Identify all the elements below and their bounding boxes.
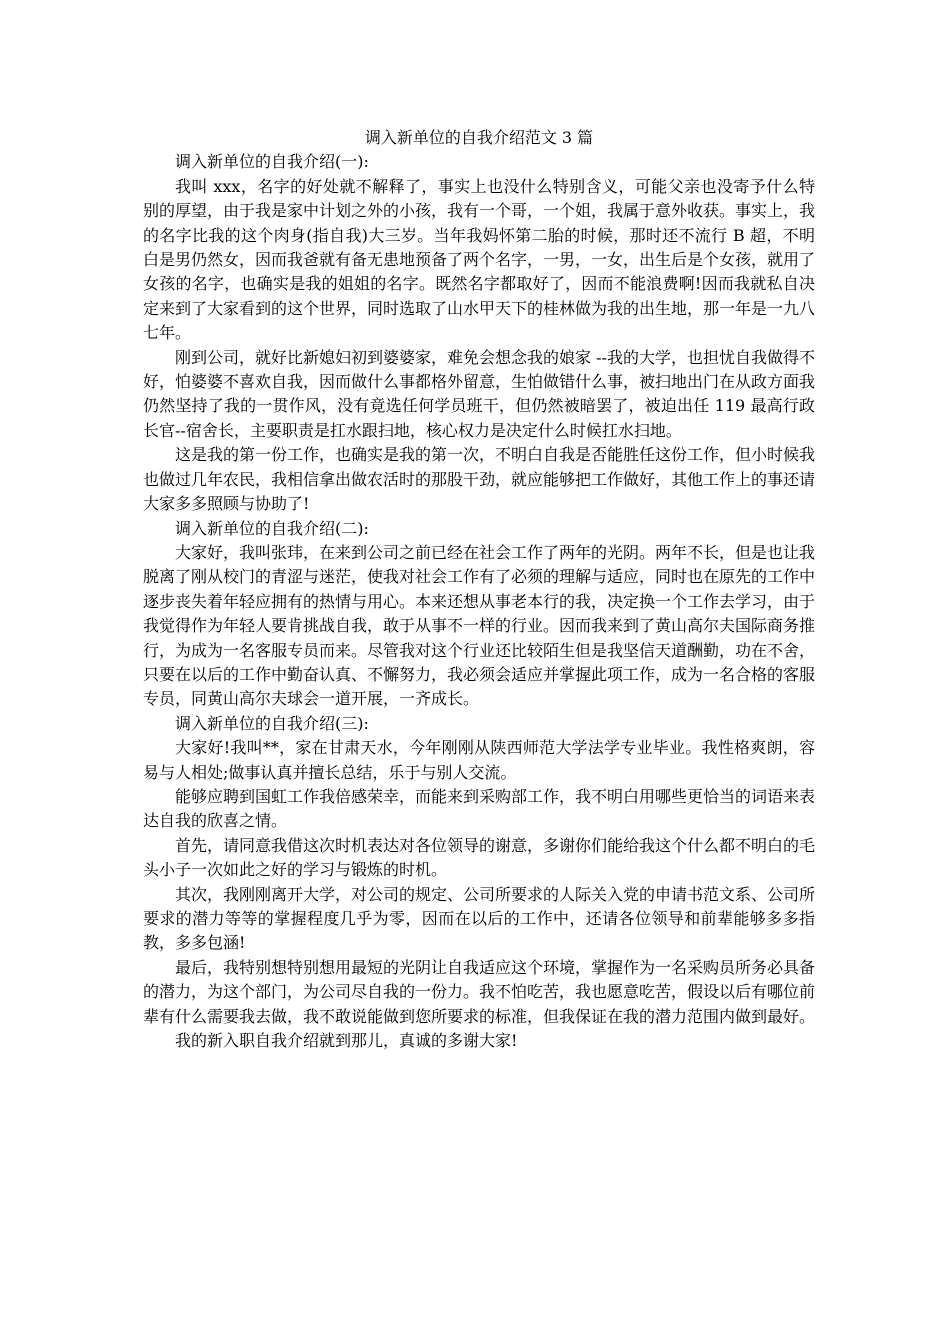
section-1 xyxy=(143,150,815,516)
document-title: 调入新单位的自我介绍范文 3 篇 xyxy=(364,128,594,147)
section-heading: 调入新单位的自我介绍(一): xyxy=(175,152,369,172)
paragraph: 刚到公司，就好比新媳妇初到婆婆家，难免会想念我的娘家 --我的大学，也担忧自我做得不好，怕婆婆不喜欢自我，因而做什么事都格外留意，生怕做错什么事，被扫地出门在从政方面我仍然坚持了我的一贯作风，没有竟选任何学员班干，但仍然被暗罢了，被迫出任 119 最高行政长官--宿舍长，主要职责是扛水跟扫地，核心权力是决定什么时候扛水扫地。 xyxy=(143,347,816,440)
paragraph: 我叫 xxx，名字的好处就不解释了，事实上也没什么特别含义，可能父亲也没寄予什么特别的厚望，由于我是家中计划之外的小孩，我有一个哥，一个姐，我属于意外收获。事实上，我的名字比我的这个肉身(指自我)大三岁。当年我妈怀第二胎的时候，那时还不流行 B 超，不明白是男仍然女，因而我爸就有备无患地预备了两个名字，一男，一女，出生后是个女孩，就用了女孩的名字，也确实是我的姐姐的名字。既然名字都取好了，因而不能浪费啊!因而我就私自决定来到了大家看到的这个世界，同时选取了山水甲天下的桂林做为我的出生地，那一年是一九八七年。 xyxy=(143,176,816,343)
paragraph: 能够应聘到国虹工作我倍感荣幸，而能来到采购部工作，我不明白用哪些更恰当的词语来表达自我的欣喜之情。 xyxy=(143,786,816,831)
paragraph: 这是我的第一份工作，也确实是我的第一次，不明白自我是否能胜任这份工作，但小时候我也做过几年农民，我相信拿出做农活时的那股干劲，就应能够把工作做好，其他工作上的事还请大家多多照顾与协助了! xyxy=(143,445,816,514)
paragraph: 大家好，我叫张玮，在来到公司之前已经在社会工作了两年的光阴。两年不长，但是也让我脱离了刚从校门的青涩与迷茫，使我对社会工作有了必须的理解与适应，同时也在原先的工作中逐步丧失着年轻应拥有的热情与用心。本来还想从事老本行的我，决定换一个工作去学习，由于我觉得作为年轻人要肯挑战自我，敢于从事不一样的行业。因而我来到了黄山高尔夫国际商务推行，为成为一名客服专员而来。尽管我对这个行业还比较陌生但是我坚信天道酬勤，功在不舍，只要在以后的工作中勤奋认真、不懈努力，我必须会适应并掌握此项工作，成为一名合格的客服专员，同黄山高尔夫球会一道开展，一齐成长。 xyxy=(143,542,816,709)
section-2 xyxy=(143,517,815,712)
section-heading: 调入新单位的自我介绍(二): xyxy=(175,518,369,538)
paragraph: 大家好!我叫**，家在甘肃天水，今年刚刚从陕西师范大学法学专业毕业。我性格爽朗，容易与人相处;做事认真并擅长总结，乐于与别人交流。 xyxy=(143,738,815,782)
document-body xyxy=(143,126,815,1053)
paragraph: 我的新入职自我介绍就到那儿，真诚的多谢大家! xyxy=(175,1031,518,1051)
paragraph: 首先，请同意我借这次时机表达对各位领导的谢意，多谢你们能给我这个什么都不明白的毛头小子一次如此之好的学习与锻炼的时机。 xyxy=(143,835,816,880)
paragraph: 最后，我特别想特别想用最短的光阴让自我适应这个环境，掌握作为一名采购员所务必具备的潜力，为这个部门，为公司尽自我的一份力。我不怕吃苦，我也愿意吃苦，假设以后有哪位前辈有什么需要我去做，我不敢说能做到您所要求的标准，但我保证在我的潜力范围内做到最好。 xyxy=(143,957,816,1026)
section-3 xyxy=(143,712,815,1054)
paragraph: 其次，我刚刚离开大学，对公司的规定、公司所要求的人际关入党的申请书范文系、公司所要求的潜力等等的掌握程度几乎为零，因而在以后的工作中，还请各位领导和前辈能够多多指教，多多包涵! xyxy=(143,884,816,953)
section-heading: 调入新单位的自我介绍(三): xyxy=(175,713,369,733)
